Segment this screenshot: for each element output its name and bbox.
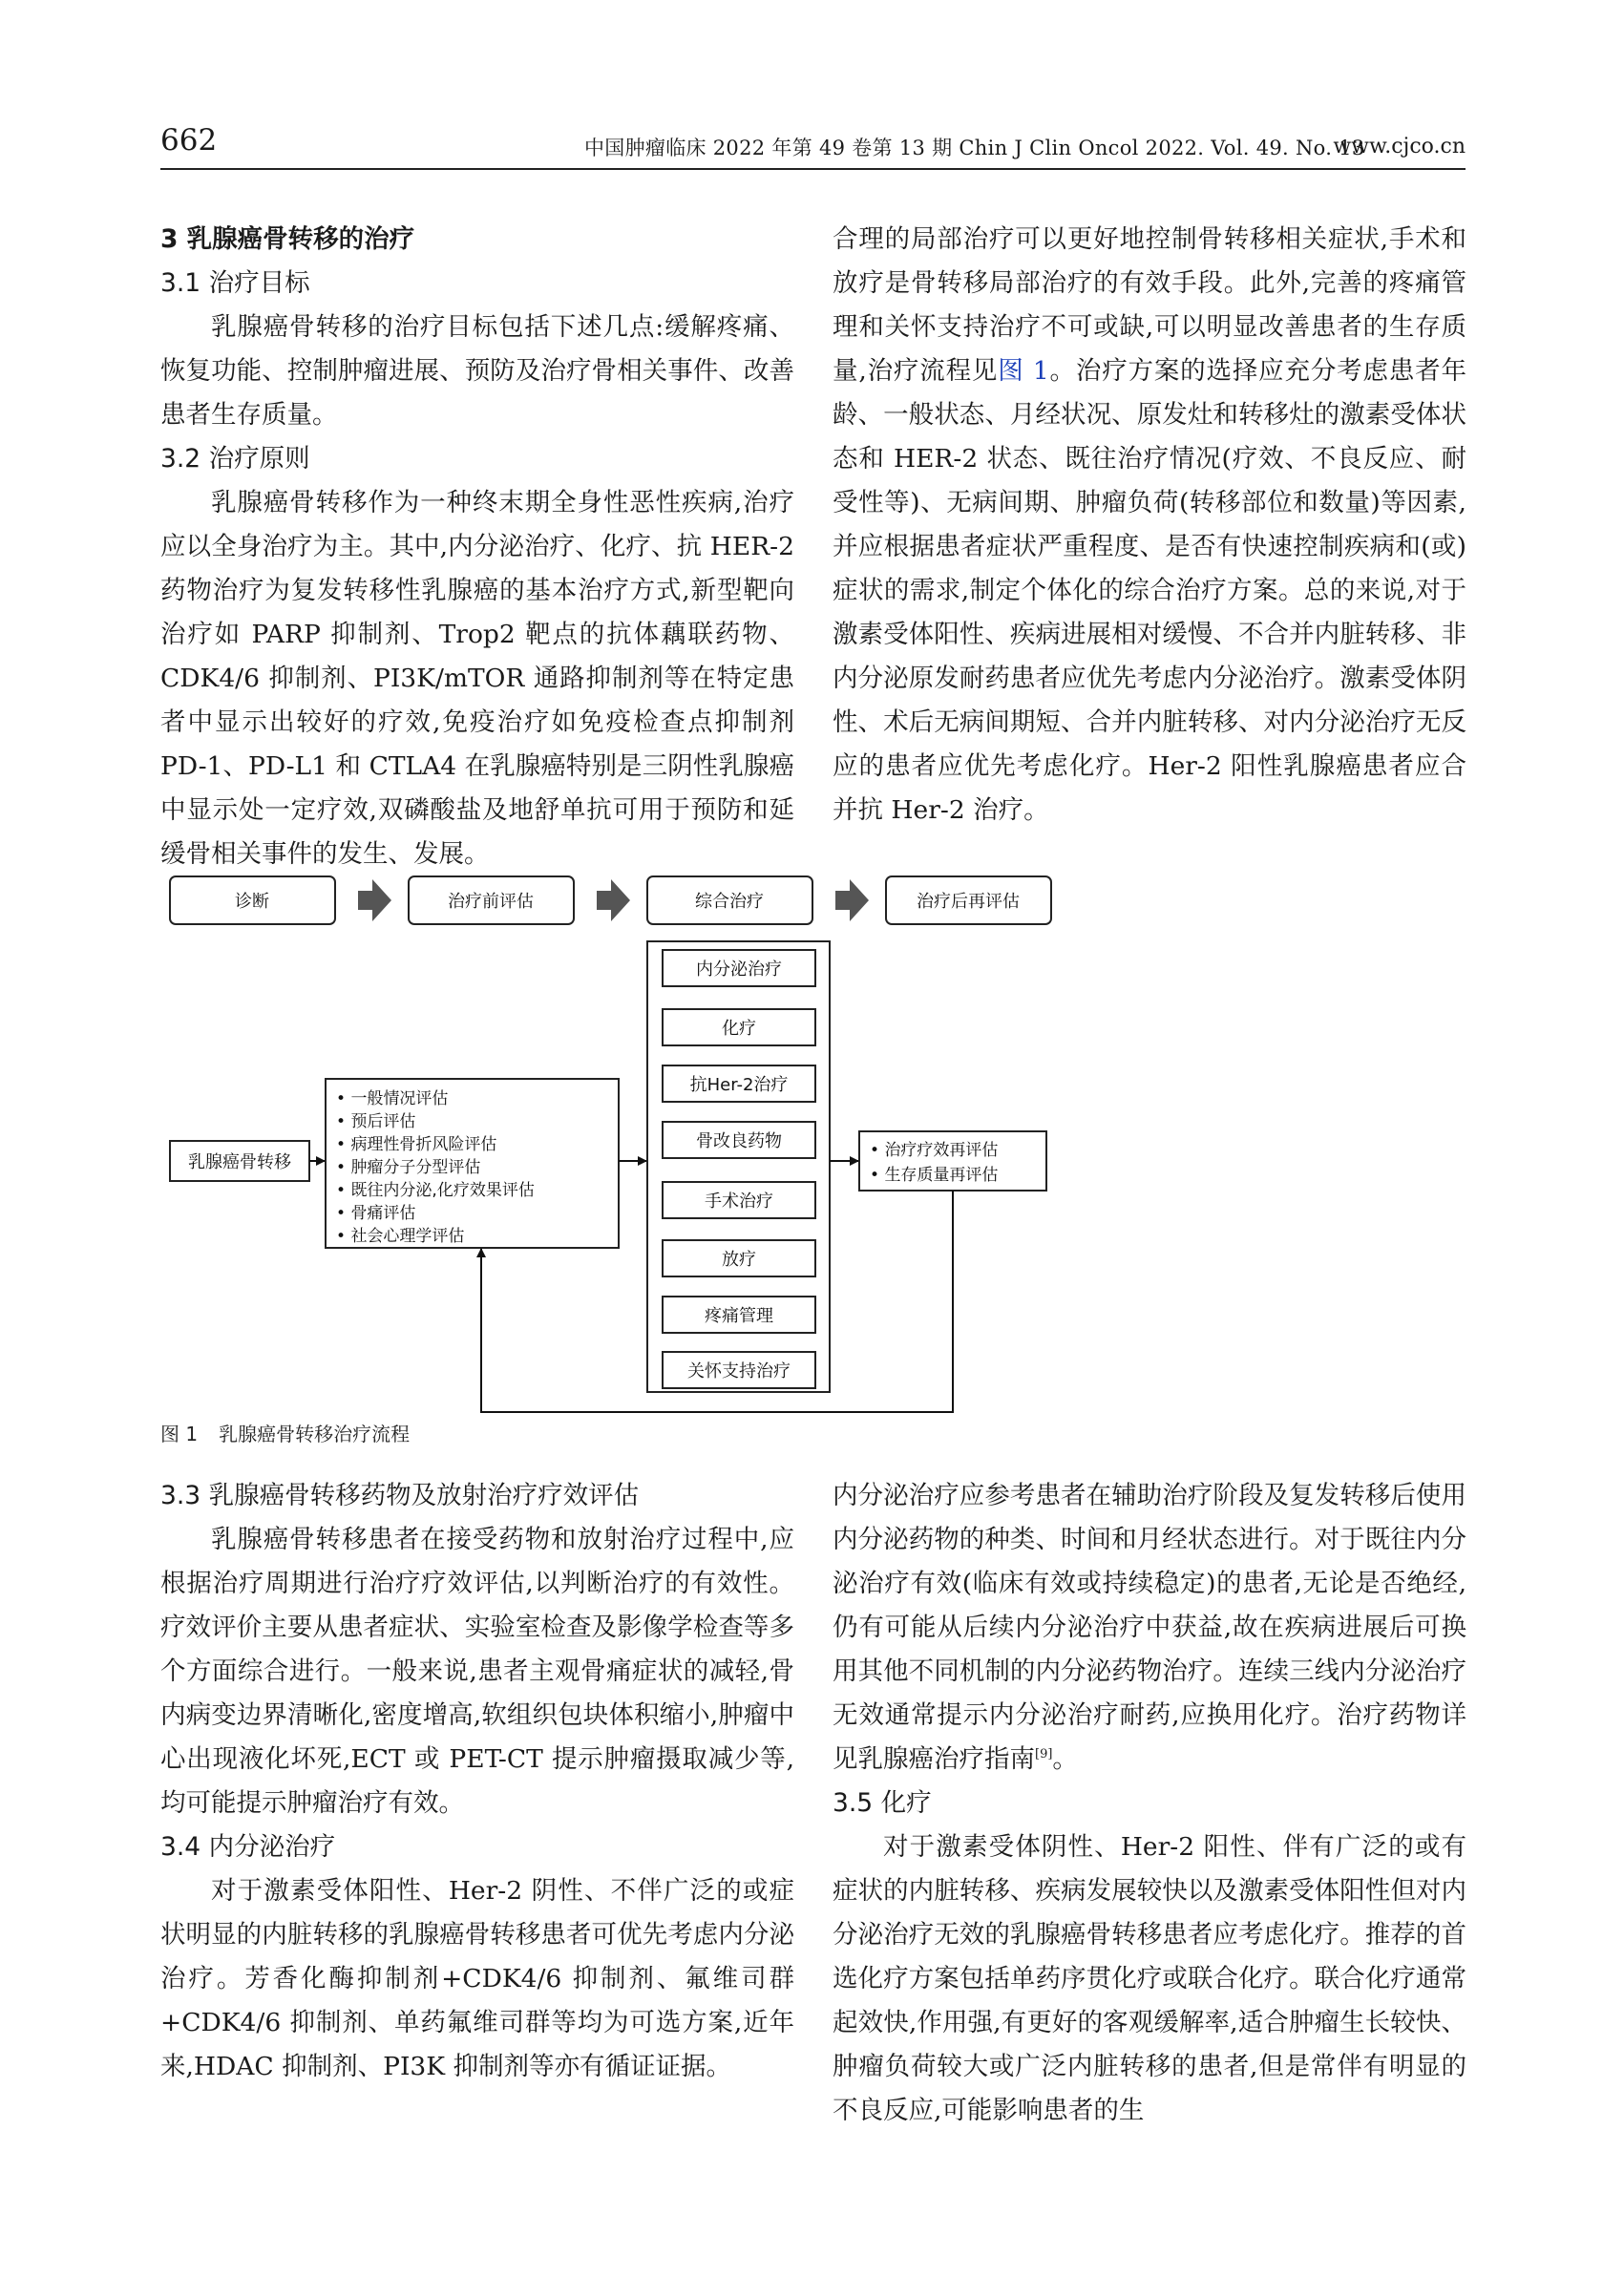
- section-heading: 3 乳腺癌骨转移的治疗: [160, 224, 415, 254]
- journal-header: 中国肿瘤临床 2022 年第 49 卷第 13 期 Chin J Clin Oncol 2022. Vol. 49. No. 13: [584, 137, 1365, 159]
- assessment-item: • 一般情况评估: [336, 1089, 449, 1108]
- subsection-heading: 3.4 内分泌治疗: [160, 1832, 336, 1862]
- assessment-item: • 病理性骨折风险评估: [336, 1135, 497, 1154]
- flow-arrow-icon: [835, 879, 869, 921]
- page-number: 662: [160, 123, 218, 158]
- svg-text:骨改良药物: 骨改良药物: [696, 1131, 782, 1151]
- svg-text:手术治疗: 手术治疗: [705, 1192, 773, 1212]
- assessment-item: • 既往内分泌,化疗效果评估: [336, 1181, 535, 1200]
- assessment-item: • 骨痛评估: [336, 1204, 416, 1223]
- treatment-box: [663, 1009, 815, 1045]
- treatment-box: [663, 1122, 815, 1158]
- reassessment-item: • 生存质量再评估: [870, 1166, 999, 1185]
- start-box: [170, 1141, 309, 1181]
- figure-link[interactable]: 图 1: [998, 356, 1049, 386]
- paragraph-text: 。治疗方案的选择应充分考虑患者年龄、一般状态、月经状况、原发灶和转移灶的激素受体状态和 HER-2 状态、既往治疗情况(疗效、不良反应、耐受性等)、无病间期、肿瘤负荷(转移部位和数量)等因素,并应根据患者症状严重程度、是否有快速控制疾病和(或)症状的需求,制定个体化的综合治疗方案。总的来说,对于激素受体阳性、疾病进展相对缓慢、不合并内脏转移、非内分泌原发耐药患者应优先考虑内分泌治疗。激素受体阴性、术后无病间期短、合并内脏转移、对内分泌治疗无反应的患者应优先考虑化疗。Her-2 阳性乳腺癌患者应合并抗 Her-2 治疗。: [833, 356, 1466, 825]
- assessment-item: • 肿瘤分子分型评估: [336, 1158, 481, 1177]
- figure-number: 图 1: [160, 1423, 199, 1445]
- paragraph: [833, 1474, 1466, 1782]
- flow-step-label: 治疗后再评估: [917, 892, 1020, 912]
- paragraph: [833, 218, 1466, 833]
- svg-text:放疗: 放疗: [722, 1250, 756, 1270]
- assessment-item: • 预后评估: [336, 1112, 416, 1131]
- reassessment-item: • 治疗疗效再评估: [870, 1141, 999, 1160]
- svg-text:疼痛管理: 疼痛管理: [705, 1306, 773, 1326]
- subsection-heading: 3.3 乳腺癌骨转移药物及放射治疗疗效评估: [160, 1481, 640, 1510]
- subsection-heading: 3.1 治疗目标: [160, 268, 310, 298]
- treatment-box: [663, 1297, 815, 1333]
- figure-1: [160, 864, 1466, 1437]
- svg-text:内分泌治疗: 内分泌治疗: [696, 960, 782, 980]
- paragraph: 对于激素受体阴性、Her-2 阳性、伴有广泛的或有症状的内脏转移、疾病发展较快以及激素受体阳性但对内分泌治疗无效的乳腺癌骨转移患者应考虑化疗。推荐的首选化疗方案包括单药序贯化疗或联合化疗。联合化疗通常起效快,作用强,有更好的客观缓解率,适合肿瘤生长较快、肿瘤负荷较大或广泛内脏转移的患者,但是常伴有明显的不良反应,可能影响患者的生: [833, 1832, 1466, 2125]
- treatment-box: [663, 950, 815, 986]
- flow-step-label: 治疗前评估: [448, 892, 534, 912]
- bottom-right-column: [833, 1474, 1466, 2133]
- svg-text:化疗: 化疗: [722, 1019, 756, 1039]
- subsection-heading: 3.2 治疗原则: [160, 444, 310, 474]
- paragraph: 对于激素受体阳性、Her-2 阴性、不伴广泛的或症状明显的内脏转移的乳腺癌骨转移患者可优先考虑内分泌治疗。芳香化酶抑制剂+CDK4/6 抑制剂、氟维司群+CDK4/6 抑制剂、单药氟维司群等均为可选方案,近年来,HDAC 抑制剂、PI3K 抑制剂等亦有循证证据。: [160, 1876, 794, 2081]
- figure-title: 乳腺癌骨转移治疗流程: [219, 1423, 411, 1445]
- paragraph: 乳腺癌骨转移患者在接受药物和放射治疗过程中,应根据治疗周期进行治疗疗效评估,以判断治疗的有效性。疗效评价主要从患者症状、实验室检查及影像学检查等多个方面综合进行。一般来说,患者主观骨痛症状的减轻,骨内病变边界清晰化,密度增高,软组织包块体积缩小,肿瘤中心出现液化坏死,ECT 或 PET-CT 提示肿瘤摄取减少等,均可能提示肿瘤治疗有效。: [160, 1525, 794, 1818]
- paragraph: 乳腺癌骨转移作为一种终末期全身性恶性疾病,治疗应以全身治疗为主。其中,内分泌治疗、化疗、抗 HER-2 药物治疗为复发转移性乳腺癌的基本治疗方式,新型靶向治疗如 PARP 抑制剂、Trop2 靶点的抗体藕联药物、CDK4/6 抑制剂、PI3K/mTOR 通路抑制剂等在特定患者中显示出较好的疗效,免疫治疗如免疫检查点抑制剂 PD-1、PD-L1 和 CTLA4 在乳腺癌特别是三阴性乳腺癌中显示处一定疗效,双磷酸盐及地舒单抗可用于预防和延缓骨相关事件的发生、发展。: [160, 488, 794, 869]
- reassessment-box: [859, 1131, 1046, 1191]
- start-label: 乳腺癌骨转移: [188, 1152, 291, 1172]
- treatment-container: [647, 941, 830, 1392]
- treatment-box: [663, 1065, 815, 1102]
- top-right-column: [833, 218, 1466, 833]
- subsection-heading: 3.5 化疗: [833, 1788, 932, 1818]
- header-rule: [160, 168, 1466, 170]
- paragraph-text: 合理的局部治疗可以更好地控制骨转移相关症状,手术和放疗是骨转移局部治疗的有效手段。此外,完善的疼痛管理和关怀支持治疗不可或缺,可以明显改善患者的生存质量,治疗流程见: [833, 224, 1466, 386]
- flow-step-post-reassessment: [886, 876, 1051, 924]
- bottom-left-column: [160, 1474, 794, 2089]
- paragraph: 乳腺癌骨转移的治疗目标包括下述几点:缓解疼痛、恢复功能、控制肿瘤进展、预防及治疗骨相关事件、改善患者生存质量。: [160, 312, 794, 430]
- svg-text:抗Her-2治疗: 抗Her-2治疗: [689, 1075, 789, 1095]
- flow-step-label: 诊断: [235, 892, 269, 912]
- treatment-box: [663, 1352, 815, 1388]
- figure-caption: [160, 1422, 410, 1446]
- flow-step-combined-treatment: [647, 876, 812, 924]
- assessment-item: • 社会心理学评估: [336, 1227, 465, 1246]
- flow-arrow-icon: [597, 879, 630, 921]
- treatment-box: [663, 1240, 815, 1276]
- flowchart: [160, 864, 1466, 1437]
- paragraph-text: 。: [1052, 1744, 1078, 1774]
- flow-step-diagnosis: [170, 876, 335, 924]
- flow-step-pre-assessment: [409, 876, 574, 924]
- journal-url: www.cjco.cn: [1333, 135, 1466, 158]
- top-left-column: [160, 218, 794, 876]
- reference-marker[interactable]: [9]: [1035, 1747, 1053, 1762]
- assessment-box: [326, 1079, 619, 1248]
- flow-arrow-icon: [358, 879, 391, 921]
- paragraph-text: 内分泌治疗应参考患者在辅助治疗阶段及复发转移后使用内分泌药物的种类、时间和月经状态进行。对于既往内分泌治疗有效(临床有效或持续稳定)的患者,无论是否绝经,仍有可能从后续内分泌治疗中获益,故在疾病进展后可换用其他不同机制的内分泌药物治疗。连续三线内分泌治疗无效通常提示内分泌治疗耐药,应换用化疗。治疗药物详见乳腺癌治疗指南: [833, 1481, 1466, 1774]
- svg-text:关怀支持治疗: 关怀支持治疗: [687, 1361, 791, 1382]
- treatment-box: [663, 1182, 815, 1218]
- flow-step-label: 综合治疗: [695, 892, 764, 912]
